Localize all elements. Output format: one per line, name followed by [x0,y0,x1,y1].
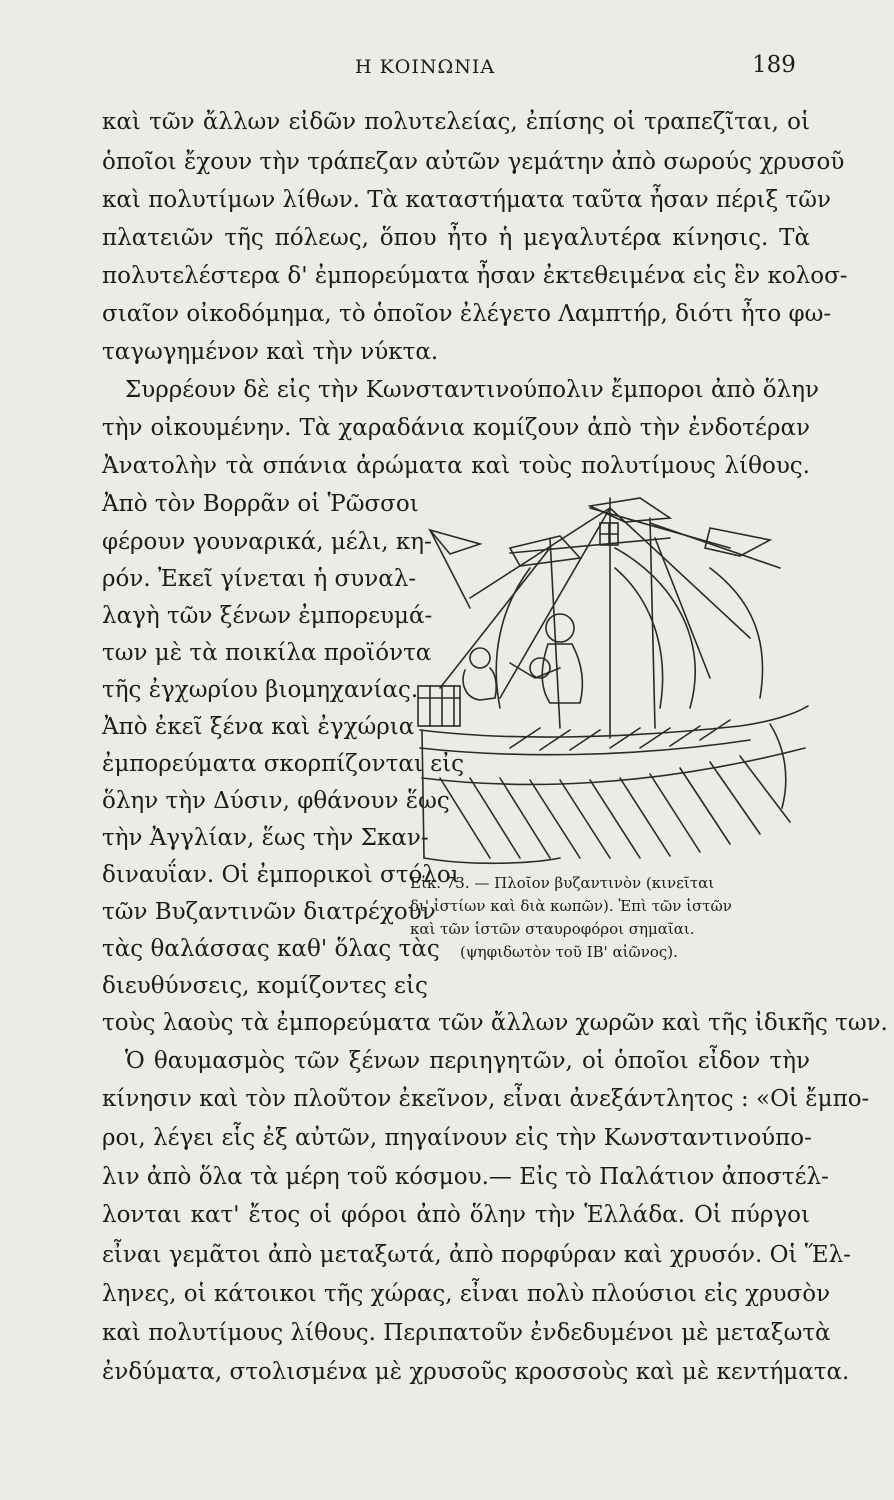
caption-line: Εἰκ. 73. — Πλοῖον βυζαντινὸν (κινεῖται [410,874,715,892]
text-line: τῶν Βυζαντινῶν διατρέχουν [102,899,436,925]
text-line: σιαῖον οἰκοδόμημα, τὸ ὁποῖον ἐλέγετο Λαμπτήρ, διότι ἦτο φω- [102,301,832,327]
text-line: ληνες, οἱ κάτοικοι τῆς χώρας, εἶναι πολὺ πλούσιοι εἰς χρυσὸν [102,1281,831,1307]
text-line: καὶ πολυτίμους λίθους. Περιπατοῦν ἐνδεδυμένοι μὲ μεταξωτὰ [102,1320,831,1346]
caption-line: καὶ τῶν ἱστῶν σταυροφόροι σημαῖαι. [410,920,695,938]
text-line: Συρρέουν δὲ εἰς τὴν Κωνσταντινούπολιν ἔμποροι ἀπὸ ὅλην [125,377,819,403]
text-line: ροι, λέγει εἷς ἐξ αὐτῶν, πηγαίνουν εἰς τὴν Κωνσταντινούπο- [102,1125,812,1151]
text-line: καὶ τῶν ἄλλων εἰδῶν πολυτελείας, ἐπίσης οἱ τραπεζῖται, οἱ [102,109,810,135]
text-line: Ἀπὸ ἐκεῖ ξένα καὶ ἐγχώρια [102,714,415,740]
text-line: εἶναι γεμᾶτοι ἀπὸ μεταξωτά, ἀπὸ πορφύραν καὶ χρυσόν. Οἱ Ἕλ- [102,1242,851,1268]
text-line: πολυτελέστερα δ' ἐμπορεύματα ἦσαν ἐκτεθειμένα εἰς ἓν κολοσ- [102,263,848,289]
text-line: ταγωγημένον καὶ τὴν νύκτα. [102,339,439,365]
text-line: ἐμπορεύματα σκορπίζονται εἰς [102,751,464,777]
text-line: τῆς ἐγχωρίου βιομηχανίας. [102,677,419,703]
text-line: διευθύνσεις, κομίζοντες εἰς [102,973,428,999]
text-line: καὶ πολυτίμων λίθων. Τὰ καταστήματα ταῦτα ἦσαν πέριξ τῶν [102,187,832,213]
text-line: ρόν. Ἐκεῖ γίνεται ἡ συναλ- [102,566,417,592]
page-header [0,52,894,88]
caption-line: (ψηφιδωτὸν τοῦ ΙΒ' αἰῶνος). [460,943,678,961]
caption-line: δι' ἱστίων καὶ διὰ κωπῶν). Ἐπὶ τῶν ἱστῶν [410,897,732,915]
text-line: Ἀνατολὴν τὰ σπάνια ἀρώματα καὶ τοὺς πολυτίμους λίθους. [102,453,810,479]
text-line: πλατειῶν τῆς πόλεως, ὅπου ἦτο ἡ μεγαλυτέρα κίνησις. Τὰ [102,225,810,251]
page-number: 189 [752,52,796,78]
text-line: των μὲ τὰ ποικίλα προϊόντα [102,640,432,666]
text-line: διναυΐαν. Οἱ ἐμπορικοὶ στόλοι [102,862,460,888]
text-line: Ὁ θαυμασμὸς τῶν ξένων περιηγητῶν, οἱ ὁποῖοι εἶδον τὴν [125,1048,810,1074]
text-line: ὁποῖοι ἔχουν τὴν τράπεζαν αὐτῶν γεμάτην ἀπὸ σωρούς χρυσοῦ [102,149,845,175]
text-line: φέρουν γουναρικά, μέλι, κη- [102,529,432,555]
text-line: τοὺς λαοὺς τὰ ἐμπορεύματα τῶν ἄλλων χωρῶν καὶ τῆς ἰδικῆς των. [102,1010,888,1036]
text-line: λιν ἀπὸ ὅλα τὰ μέρη τοῦ κόσμου.— Εἰς τὸ Παλάτιον ἀποστέλ- [102,1164,829,1190]
ship-illustration [410,478,812,866]
text-line: κίνησιν καὶ τὸν πλοῦτον ἐκεῖνον, εἶναι ἀνεξάντλητος : «Οἱ ἔμπο- [102,1086,870,1112]
text-line: τὴν οἰκουμένην. Τὰ χαραδάνια κομίζουν ἀπὸ τὴν ἐνδοτέραν [102,415,810,441]
text-line: ὅλην τὴν Δύσιν, φθάνουν ἕως [102,788,450,814]
running-head: Η ΚΟΙΝΩΝΙΑ [355,56,496,78]
text-line: λονται κατ' ἔτος οἱ φόροι ἀπὸ ὅλην τὴν Ἑλλάδα. Οἱ πύργοι [102,1202,810,1228]
text-line: τὴν Ἀγγλίαν, ἕως τὴν Σκαν- [102,825,429,851]
text-line: ἐνδύματα, στολισμένα μὲ χρυσοῦς κροσσοὺς καὶ μὲ κεντήματα. [102,1359,850,1385]
text-line: τὰς θαλάσσας καθ' ὅλας τὰς [102,936,440,962]
text-line: Ἀπὸ τὸν Βορρᾶν οἱ Ῥῶσσοι [102,491,419,517]
text-line: λαγὴ τῶν ξένων ἐμπορευμά- [102,603,433,629]
